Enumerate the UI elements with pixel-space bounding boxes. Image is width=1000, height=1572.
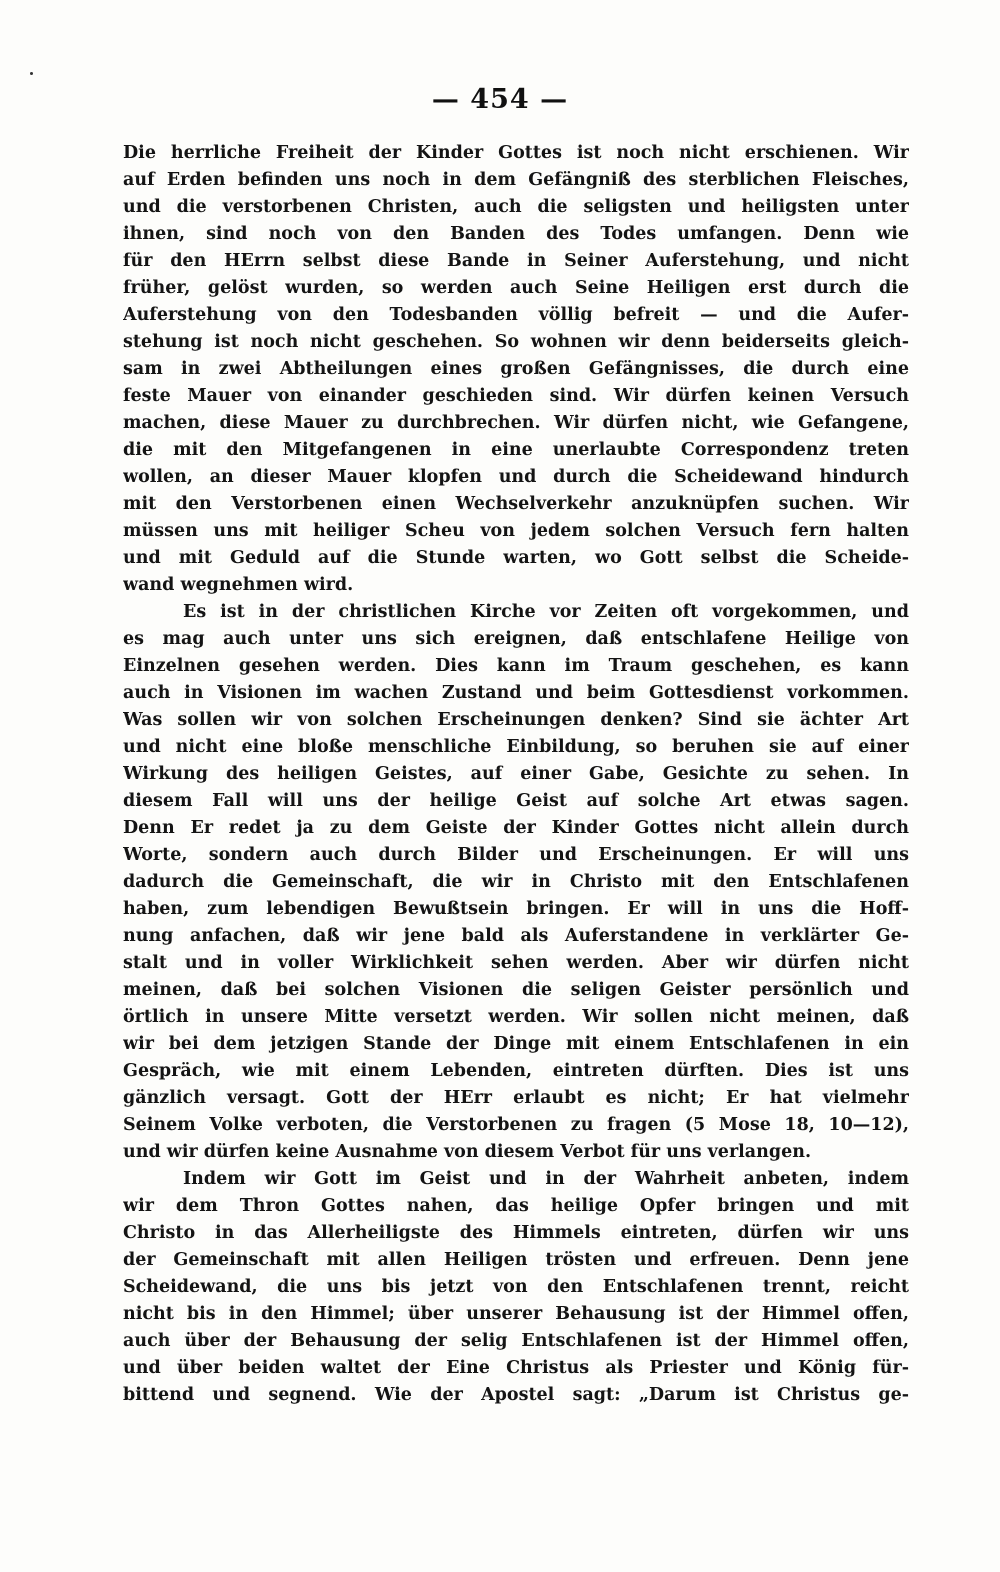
text-line: wir dem Thron Gottes nahen, das heilige Opfer bringen und mit: [123, 1196, 909, 1216]
text-line: Christo in das Allerheiligste des Himmels eintreten, dürfen wir uns: [123, 1223, 909, 1243]
text-line: es mag auch unter uns sich ereignen, daß entschlafene Heilige von: [123, 629, 909, 649]
text-line: diesem Fall will uns der heilige Geist auf solche Art etwas sagen.: [123, 791, 909, 811]
paragraph-start-line: Indem wir Gott im Geist und in der Wahrheit anbeten, indem: [183, 1169, 909, 1189]
text-line: Scheidewand, die uns bis jetzt von den Entschlafenen trennt, reicht: [123, 1277, 909, 1297]
text-line: auch in Visionen im wachen Zustand und beim Gottesdienst vorkommen.: [123, 683, 909, 703]
text-line: nicht bis in den Himmel; über unserer Behausung ist der Himmel offen,: [123, 1304, 909, 1324]
text-line: die mit den Mitgefangenen in eine unerlaubte Correspondenz treten: [123, 440, 909, 460]
text-line: und die verstorbenen Christen, auch die seligsten und heiligsten unter: [123, 197, 909, 217]
text-line: mit den Verstorbenen einen Wechselverkehr anzuknüpfen suchen. Wir: [123, 494, 909, 514]
paragraph-end-line: wand wegnehmen wird.: [123, 575, 354, 595]
text-line: müssen uns mit heiliger Scheu von jedem solchen Versuch fern halten: [123, 521, 909, 541]
text-line: Denn Er redet ja zu dem Geiste der Kinder Gottes nicht allein durch: [123, 818, 909, 838]
scan-speck: [30, 72, 33, 75]
text-line: Seinem Volke verboten, die Verstorbenen zu fragen (5 Mose 18, 10—12),: [123, 1115, 909, 1135]
text-line: stalt und in voller Wirklichkeit sehen werden. Aber wir dürfen nicht: [123, 953, 909, 973]
text-line: feste Mauer von einander geschieden sind. Wir dürfen keinen Versuch: [123, 386, 909, 406]
body-text: [123, 140, 909, 1409]
text-line: Einzelnen gesehen werden. Dies kann im Traum geschehen, es kann: [123, 656, 909, 676]
text-line: wollen, an dieser Mauer klopfen und durch die Scheidewand hindurch: [123, 467, 909, 487]
text-line: dadurch die Gemeinschaft, die wir in Christo mit den Entschlafenen: [123, 872, 909, 892]
text-line: Was sollen wir von solchen Erscheinungen denken? Sind sie ächter Art: [123, 710, 909, 730]
text-line: auch über der Behausung der selig Entschlafenen ist der Himmel offen,: [123, 1331, 909, 1351]
text-line: sam in zwei Abtheilungen eines großen Gefängnisses, die durch eine: [123, 359, 909, 379]
text-line: nung anfachen, daß wir jene bald als Auferstandene in verklärter Ge-: [123, 926, 909, 946]
text-line: machen, diese Mauer zu durchbrechen. Wir dürfen nicht, wie Gefangene,: [123, 413, 909, 433]
text-line: und über beiden waltet der Eine Christus als Priester und König für-: [123, 1358, 909, 1378]
text-line: auf Erden befinden uns noch in dem Gefängniß des sterblichen Fleisches,: [123, 170, 909, 190]
paragraph-end-line: und wir dürfen keine Ausnahme von diesem Verbot für uns verlangen.: [123, 1142, 812, 1162]
text-line: Gespräch, wie mit einem Lebenden, eintreten dürften. Dies ist uns: [123, 1061, 909, 1081]
text-line: bittend und segnend. Wie der Apostel sagt: „Darum ist Christus ge-: [123, 1385, 909, 1405]
text-line: meinen, daß bei solchen Visionen die seligen Geister persönlich und: [123, 980, 909, 1000]
text-line: haben, zum lebendigen Bewußtsein bringen. Er will in uns die Hoff-: [123, 899, 909, 919]
text-line: früher, gelöst wurden, so werden auch Seine Heiligen erst durch die: [123, 278, 909, 298]
text-line: der Gemeinschaft mit allen Heiligen trösten und erfreuen. Denn jene: [123, 1250, 909, 1270]
page-number: — 454 —: [431, 84, 569, 115]
text-line: und nicht eine bloße menschliche Einbildung, so beruhen sie auf einer: [123, 737, 909, 757]
text-line: für den HErrn selbst diese Bande in Seiner Auferstehung, und nicht: [123, 251, 909, 271]
text-line: gänzlich versagt. Gott der HErr erlaubt es nicht; Er hat vielmehr: [123, 1088, 909, 1108]
text-line: Auferstehung von den Todesbanden völlig befreit — und die Aufer-: [123, 305, 909, 325]
text-line: und mit Geduld auf die Stunde warten, wo Gott selbst die Scheide-: [123, 548, 909, 568]
text-line: Die herrliche Freiheit der Kinder Gottes ist noch nicht erschienen. Wir: [123, 143, 909, 163]
text-line: ihnen, sind noch von den Banden des Todes umfangen. Denn wie: [123, 224, 909, 244]
text-line: örtlich in unsere Mitte versetzt werden. Wir sollen nicht meinen, daß: [123, 1007, 909, 1027]
text-line: Worte, sondern auch durch Bilder und Erscheinungen. Er will uns: [123, 845, 909, 865]
paragraph-start-line: Es ist in der christlichen Kirche vor Zeiten oft vorgekommen, und: [183, 602, 909, 622]
text-line: wir bei dem jetzigen Stande der Dinge mit einem Entschlafenen in ein: [123, 1034, 909, 1054]
text-line: stehung ist noch nicht geschehen. So wohnen wir denn beiderseits gleich-: [123, 332, 909, 352]
text-line: Wirkung des heiligen Geistes, auf einer Gabe, Gesichte zu sehen. In: [123, 764, 909, 784]
